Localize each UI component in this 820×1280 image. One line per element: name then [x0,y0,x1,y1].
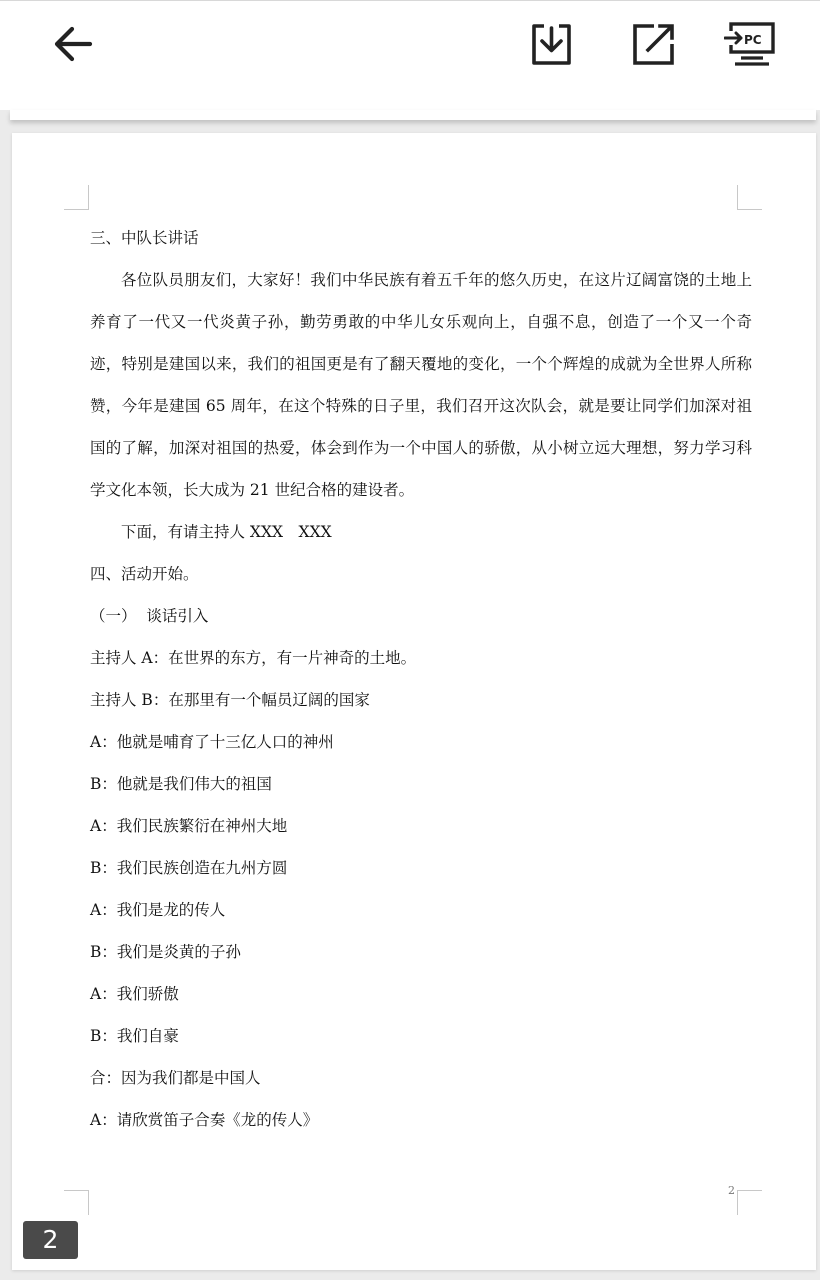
document-content [90,217,752,1141]
dialogue-line: 合：因为我们都是中国人 [90,1069,261,1087]
page-number: 2 [728,1184,735,1197]
pc-label: PC [744,33,762,47]
open-external-button[interactable] [624,15,682,73]
host-intro: 下面，有请主持人 XXX XXX [121,523,332,541]
dialogue-line: B：我们民族创造在九州方圆 [90,859,288,877]
dialogue-line: A：他就是哺育了十三亿人口的神州 [90,733,334,751]
crop-mark [64,1190,89,1215]
dialogue-line: B：我们是炎黄的子孙 [90,943,241,961]
arrow-left-icon [50,21,96,67]
section-heading: 四、活动开始。 [90,565,199,583]
toolbar-shadow [10,110,816,120]
back-button[interactable] [44,15,102,73]
dialogue-line: A：我们民族繁衍在神州大地 [90,817,288,835]
dialogue-line: A：我们是龙的传人 [90,901,226,919]
send-to-pc-button[interactable] [722,15,780,73]
crop-mark [737,185,762,210]
download-button[interactable] [522,15,580,73]
send-to-pc-icon [724,19,778,69]
open-external-icon [630,21,676,67]
download-icon [528,21,574,67]
dialogue-line: 主持人 A：在世界的东方，有一片神奇的土地。 [90,649,417,667]
speech-paragraph: 各位队员朋友们，大家好！我们中华民族有着五千年的悠久历史，在这片辽阔富饶的土地上养育了一代又一代炎黄子孙，勤劳勇敢的中华儿女乐观向上，自强不息，创造了一个又一个奇迹，特别是建国以来，我们的祖国更是有了翻天覆地的变化，一个个辉煌的成就为全世界人所称赞，今年是建国 65 周年，在这个特殊的日子里，我们召开这次队会，就是要让同学们加深对祖国的了解，加深对祖国的热爱，体会到作为一个中国人的骄傲，从小树立远大理想，努力学习科学文化本领，长大成为 21 世纪合格的建设者。 [90,271,752,499]
top-toolbar [0,0,820,110]
subsection-heading: （一） 谈话引入 [90,607,209,625]
dialogue-line: A：请欣赏笛子合奏《龙的传人》 [90,1111,319,1129]
crop-mark [737,1190,762,1215]
current-page-badge[interactable]: 2 [23,1221,78,1259]
crop-mark [64,185,89,210]
section-heading: 三、中队长讲话 [90,229,199,247]
dialogue-line: B：他就是我们伟大的祖国 [90,775,272,793]
dialogue-line: 主持人 B：在那里有一个幅员辽阔的国家 [90,691,370,709]
document-page[interactable] [12,133,816,1270]
dialogue-line: B：我们自豪 [90,1027,179,1045]
dialogue-line: A：我们骄傲 [90,985,179,1003]
